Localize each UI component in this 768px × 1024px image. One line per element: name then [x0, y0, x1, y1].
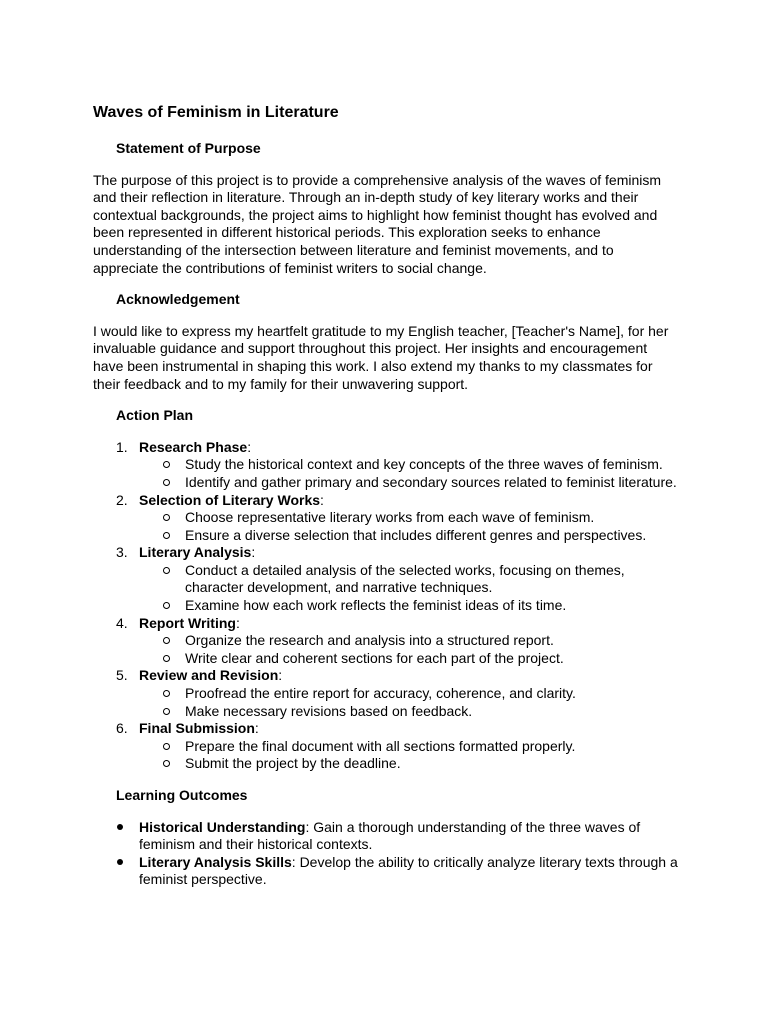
- acknowledgement-text: I would like to express my heartfelt gratitude to my English teacher, [Teacher's Name], for her invaluable guidance and support throughout this project. Her insights and encouragement have been instrumental in shaping this work. I also extend my thanks to my classmates for their feedback and to my family for their unwavering support.: [93, 322, 669, 392]
- action-plan-item: [93, 439, 678, 492]
- sub-item-text: Conduct a detailed analysis of the selected works, focusing on themes, character development, and narrative techniques.: [185, 561, 625, 596]
- sub-list: [139, 632, 678, 667]
- outcome-item: [93, 854, 678, 889]
- item-separator: :: [235, 614, 240, 631]
- action-plan-item: [93, 544, 678, 614]
- action-plan-heading: Action Plan: [116, 407, 194, 424]
- item-separator: :: [251, 544, 256, 561]
- action-plan-item: [93, 720, 678, 773]
- sub-item-text: Make necessary revisions based on feedback.: [185, 702, 473, 719]
- item-number: 5.: [116, 667, 128, 684]
- sub-item-text: Submit the project by the deadline.: [185, 755, 401, 772]
- sub-item-text: Organize the research and analysis into a structured report.: [185, 632, 554, 649]
- sub-item-text: Study the historical context and key concepts of the three waves of feminism.: [185, 456, 663, 473]
- dot-bullet-icon: [117, 859, 123, 865]
- action-plan-item: [93, 615, 678, 668]
- item-separator: :: [278, 667, 283, 684]
- item-number: 3.: [116, 544, 128, 561]
- sub-list: [139, 509, 678, 544]
- action-plan-item: [93, 667, 678, 720]
- sub-item: [139, 509, 678, 527]
- item-title: Literary Analysis: [139, 544, 252, 561]
- sub-item: [139, 562, 678, 597]
- outcome-title: Historical Understanding: [139, 818, 306, 835]
- item-number: 6.: [116, 720, 128, 737]
- sub-item: [139, 474, 678, 492]
- item-title: Review and Revision: [139, 667, 279, 684]
- circle-bullet-icon: [163, 532, 170, 539]
- circle-bullet-icon: [163, 514, 170, 521]
- item-number: 2.: [116, 491, 128, 508]
- sub-item: [139, 632, 678, 650]
- circle-bullet-icon: [163, 461, 170, 468]
- sub-item: [139, 650, 678, 668]
- learning-outcomes-heading: Learning Outcomes: [116, 787, 248, 803]
- outcome-title: Literary Analysis Skills: [139, 853, 292, 870]
- document-title: Waves of Feminism in Literature: [93, 104, 339, 121]
- circle-bullet-icon: [163, 655, 170, 662]
- outcome-text: : Develop the ability to critically analyze literary texts through a feminist perspective.: [139, 853, 678, 888]
- circle-bullet-icon: [163, 743, 170, 750]
- sub-item: [139, 685, 678, 703]
- circle-bullet-icon: [163, 760, 170, 767]
- item-title: Selection of Literary Works: [139, 491, 321, 508]
- circle-bullet-icon: [163, 602, 170, 609]
- sub-item-text: Prepare the final document with all sections formatted properly.: [185, 737, 576, 754]
- statement-heading: Statement of Purpose: [116, 140, 261, 156]
- sub-item: [139, 703, 678, 721]
- sub-item: [139, 456, 678, 474]
- action-plan-item: [93, 492, 678, 545]
- sub-list: [139, 562, 678, 615]
- circle-bullet-icon: [163, 479, 170, 486]
- sub-item-text: Choose representative literary works from each wave of feminism.: [185, 509, 595, 526]
- sub-item-text: Write clear and coherent sections for each part of the project.: [185, 649, 564, 666]
- sub-item-text: Proofread the entire report for accuracy, coherence, and clarity.: [185, 685, 576, 702]
- circle-bullet-icon: [163, 637, 170, 644]
- sub-item: [139, 597, 678, 615]
- sub-item: [139, 755, 678, 773]
- circle-bullet-icon: [163, 690, 170, 697]
- item-separator: :: [254, 720, 259, 737]
- sub-list: [139, 685, 678, 720]
- item-separator: :: [247, 438, 252, 455]
- item-title: Research Phase: [139, 438, 248, 455]
- learning-outcomes-list: [93, 819, 678, 889]
- item-title: Report Writing: [139, 614, 236, 631]
- circle-bullet-icon: [163, 567, 170, 574]
- sub-item-text: Ensure a diverse selection that includes different genres and perspectives.: [185, 526, 647, 543]
- item-separator: :: [320, 491, 324, 508]
- acknowledgement-heading: Acknowledgement: [116, 291, 240, 308]
- sub-item-text: Examine how each work reflects the feminist ideas of its time.: [185, 597, 567, 614]
- item-title: Final Submission: [139, 720, 255, 737]
- outcome-item: [93, 819, 678, 854]
- sub-item-text: Identify and gather primary and secondary sources related to feminist literature.: [185, 473, 677, 490]
- sub-list: [139, 738, 678, 773]
- sub-item: [139, 527, 678, 545]
- sub-list: [139, 456, 678, 491]
- item-number: 4.: [116, 614, 128, 631]
- dot-bullet-icon: [117, 824, 123, 830]
- action-plan-list: [93, 439, 678, 773]
- statement-text: The purpose of this project is to provide a comprehensive analysis of the waves of feminism and their reflection in literature. Through an in-depth study of key literary works and their contextual backgrounds, the project aims to highlight how feminist thought has evolved and been represented in different historical periods. This exploration seeks to enhance understanding of the intersection between literature and feminist movements, and to appreciate the contributions of feminist writers to social change.: [93, 171, 662, 276]
- sub-item: [139, 738, 678, 756]
- outcome-text: : Gain a thorough understanding of the three waves of feminism and their historical contexts.: [139, 818, 641, 853]
- item-number: 1.: [116, 438, 128, 455]
- circle-bullet-icon: [163, 708, 170, 715]
